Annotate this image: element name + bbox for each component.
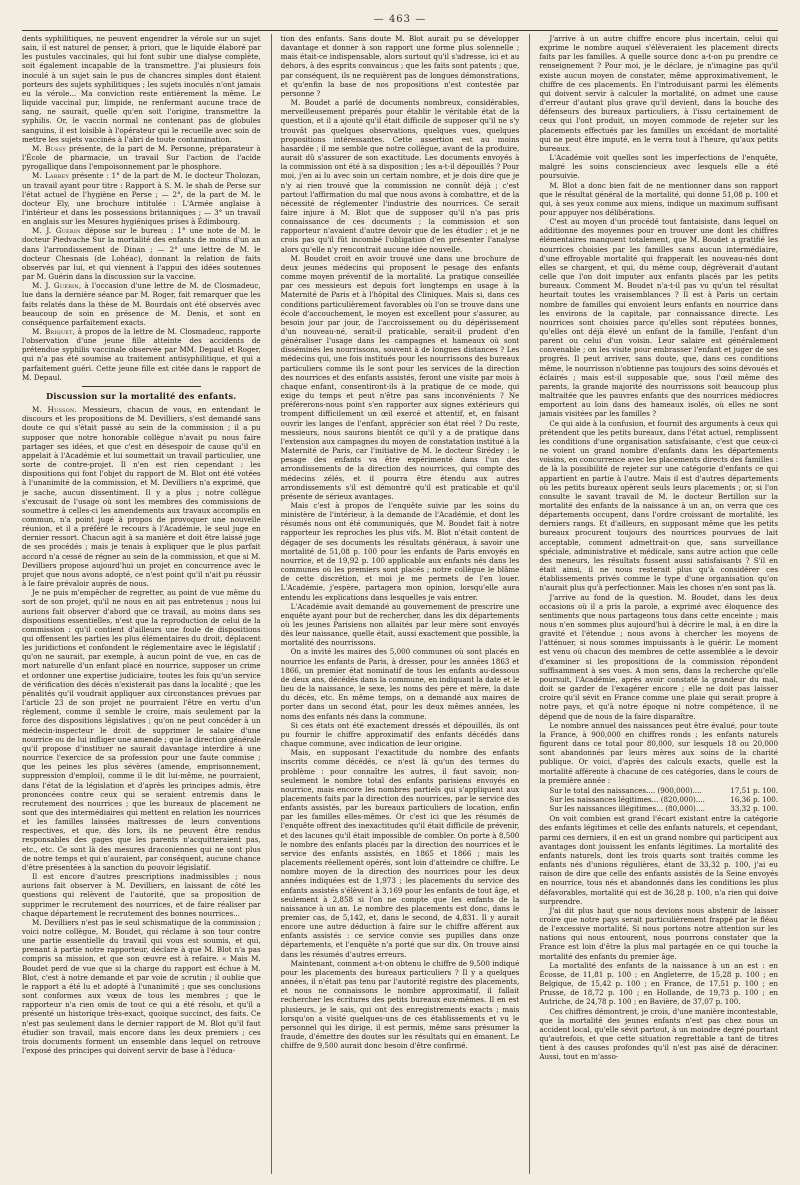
paragraph [22,144,261,171]
paragraph: Maintenant, comment a-t-on obtenu le chiffre de 9,500 indiqué pour les placements des bureaux particuliers ? Il y a quelques années, il n'était pas tenu par l'autorité registre des placements, et nous ne connaissons le nombre approximatif, il fallait rechercher les écritures des petits bureaux eux-mêmes. Il en est plusieurs, je le sais, qui ont des enregistrements exacts ; mais lorsqu'on a visité quelques-uns de ces établissements et vu le personnel qui les dirige, il est permis, même sans présumer la fraude, d'émettre des doutes sur les résultats qui en émanent. Le chiffre de 9,500 aurait donc besoin d'être confirmé. [280,958,520,1051]
paragraph: M. J. Guérin, à l'occasion d'une lettre de M. de Closmadeuc, lue dans la dernière séance par M. Roger, fait remarquer que les faits relatés dans la thèse de M. Bourdais ont été observés avec beaucoup de soin en présence de M. Denis, et sont en conséquence parfaitement exacts. [22,281,261,327]
article-columns [22,34,778,1174]
paragraph: J'arrive au fond de la question. M. Boudet, dans les deux occasions où il a pris la parole, a exprimé avec éloquence des sentiments que nous partageons tous dans cette enceinte ; mais nous n'en sommes plus aujourd'hui à décrire le mal, à en dire la gravité et l'étendue ; nous avons à chercher les moyens de l'atténuer, si nous sommes impuissants à le guérir. Le moment est venu où chacun des membres de cette assemblée a le devoir d'examiner si les propositions de la commission répondent suffisamment à ses vues. A mon sens, dans la recherche qu'elle poursuit, l'Académie, après avoir constaté la grandeur du mal, doit se garder de l'exagérer encore ; elle ne doit pas laisser croire qu'il sévit en France comme une plaie qui serait propre à notre pays, et qu'à notre époque ni notre compétence, il ne dépend que de nous de la faire disparaître. [539,592,778,721]
paragraph: Mais c'est à propos de l'enquête suivie par les soins du ministère de l'intérieur, à la demande de l'Académie, et dont les résumés nous ont été communiqués, que M. Boudet fait à notre rapporteur les reproches les plus vifs. M. Blot n'était content de dégager de ses documents les résultats généraux, à savoir une mortalité de 51,08 p. 100 pour les enfants de Paris envoyés en nourrice, et de 19,92 p. 100 applicable aux enfants nés dans les communes où les premiers sont placés ; notre collègue le blâme de cette discrétion, et moi je me permets de l'en louer. L'Académie, j'espère, partagera mon opinion, lorsqu'elle aura entendu les explications dans lesquelles je vais entrer. [280,500,520,602]
paragraph: M. Boudet a parlé de documents nombreux, considérables, merveilleusement préparés pour établir le véritable état de la question, et il a ajouté qu'il était difficile de supposer qu'il ne s'y trouvât pas quelques observations, quelques vues, quelques propositions intéressantes. Cette assertion est au moins hasardée ; il me semble que notre collègue, avant de la produire, aurait dû s'assurer de son exactitude. Les documents envoyés à la commission ont été à sa disposition ; les a-t-il dépouillés ? Pour moi, j'en ai lu avec soin un certain nombre, et je dois dire que je n'y ai rien trouvé que la commission ne connût déjà ; c'est partout l'affirmation du mal que nous avons à combattre, et de la nécessité de réglementer l'industrie des nourrices. Ce serait faire injure à M. Blot que de supposer qu'il n'a pas pris connaissance de ces documents ; la commission et son rapporteur n'avaient d'autre devoir que de les étudier ; et je ne crois pas qu'il fût incombé l'obligation d'en présenter l'analyse alors qu'elle n'y rencontrait aucune idée nouvelle. [280,98,520,254]
speaker-name: M. Bussy [32,143,66,153]
paragraph: M. Briquet, à propos de la lettre de M. Closmadeuc, rapporte l'observation d'une jeune fille atteinte des accidents de prétendue syphilis vaccinale observée par MM. Depaul et Roger, qui n'a pas été soumise au traitement antisyphilitique, et qui a parfaitement guéri. Cette jeune fille est citée dans le rapport de M. Depaul. [22,327,261,382]
paragraph: Je ne puis m'empêcher de regretter, au point de vue même du sort de son projet, qu'il ne nous en ait pas entretenus ; nous lui aurions fait observer d'abord que ce travail, au moins dans ses dispositions essentielles, n'est que la reproduction de celui de la commission : qu'il contient d'ailleurs une foule de dispositions qui offensent les parties les plus élémentaires du droit, déplacent les juridictions et confondent le réglementaire avec le législatif ; qu'on ne saurait, par exemple, à aucun point de vue, en cas de mort naturelle d'un enfant placé en nourrice, supposer un crime et ordonner une expertise judiciaire, toutes les fois qu'un service de vérification des décès n'existerait pas dans la localité ; que les pénalités qu'il voudrait appliquer aux circonstances prévues par l'article 23 de son projet ne pourraient l'être en vertu d'un règlement, comme il semble le croire, mais seulement par la force des dispositions législatives ; qu'on ne peut concéder à un médecin-inspecteur le droit de supprimer le salaire d'une nourrice ou de lui infliger une amende ; que la direction générale qu'il propose d'instituer ne saurait davantage interdire à une nourrice l'exercice de sa profession pour une faute commise ; que les peines les plus sévères (amende, emprisonnement, suppression d'emploi), comme il le dit lui-même, ne pourraient, dans l'état de la législation et d'après les principes admis, être prononcées contre ceux qui se seraient entremis dans le recrutement des nourrices ; que les bureaux de placement ne sont que des intermédiaires qui mettent en relation les nourrices et les familles laissées maîtresses de leurs conventions respectives, et que, dès lors, ils ne peuvent être rendus responsables des gages que les parents n'acquitteraient pas, etc., etc. Ce sont là des mesures draconiennes qui ne sont plus de notre temps et qui n'auraient, par conséquent, aucune chance d'être présentées à la sanction du pouvoir législatif. [22,588,261,872]
paragraph: dents syphilitiques, ne peuvent engendrer la vérole sur un sujet sain, il est naturel de penser, à priori, que le liquide élaboré par les pustules vaccinales, qui lui font subir une dialyse complète, soit également incapable de la transmettre. J'ai plusieurs fois inoculé à un sujet sain le pus de chancres simples dont étaient porteurs des sujets syphilitiques ; les sujets inoculés n'ont jamais eu la vérole... Ma conviction reste entièrement la même. Le liquide vaccinal pur, limpide, ne renfermant aucune trace de sang, ne saurait, quelle qu'en soit l'origine, transmettre la syphilis. Or, le vaccin normal ne contenant pas de globules sanguins, il est loisible à l'opérateur qui le recueille avec soin de mettre les sujets vaccinés à l'abri de toute contamination. [22,34,261,144]
paragraph: La mortalité des enfants de la naissance à un an est : en Écosse, de 11,81 p. 100 ; en Angleterre, de 15,28 p. 100 ; en Belgique, de 15,42 p. 100 ; en France, de 17,51 p. 100 ; en Prusse, de 18,72 p. 100 ; en Hollande, de 19,73 p. 100 ; en Autriche, de 24,78 p. 100 ; en Bavière, de 37,07 p. 100. [539,960,778,1007]
paragraph: L'Académie voit quelles sont les imperfections de l'enquête, malgré les soins consciencieux avec lesquels elle a été poursuivie. [539,153,778,181]
ledger-row [539,786,778,795]
page-number: — 463 — [373,14,427,25]
paragraph-text: présente, de la part de M. Personne, préparateur à l'École de pharmacie, un travail Sur l'action de l'acide pyrogallique dans l'empoisonnement par le phosphore. [22,143,261,172]
paragraph-text: Messieurs, chacun de vous, en entendant le discours et les propositions de M. Devilliers, s'est demandé sans doute ce qui s'était passé au sein de la commission ; il a pu supposer que notre honorable collègue n'avait pu nous faire partager ses idées, et que c'est en désespoir de cause qu'il en appelait à l'Académie et lui soumettait un travail particulier, une sorte de contre-projet. Il n'en est rien cependant : les dispositions qui font l'objet du rapport de M. Blot ont été votées à l'unanimité de la commission, et M. Devilliers n'a exprimé, que je sache, aucun dissentiment. Il y a plus ; notre collègue s'excusait de l'usage où sont les membres des commissions de soumettre à celles-ci les amendements aux travaux accomplis en commun, n'a point jugé à propos de provoquer une nouvelle réunion, et il a préféré le recours à l'Académie, le seul juge en dernier ressort. Chacun agit à sa manière et doit être laissé juge de ses procédés ; mais je tenais à expliquer que le plus parfait accord n'a cessé de régner au sein de la commission, et que si M. Devilliers propose aujourd'hui un projet en concurrence avec le projet que nous avons adopté, ce n'est point qu'il n'ait pu réussir à le faire prévaloir auprès de nous. [22,405,261,589]
speaker-name: M. Larrey [32,171,70,181]
ledger-label: Sur le total des naissances.... (900,000).... [549,785,702,795]
paragraph-text: à l'occasion d'une lettre de M. de Closmadeuc, lue dans la dernière séance par M. Roger, fait remarquer que les faits relatés dans la thèse de M. Bourdais ont été observés avec beaucoup de soin en présence de M. Denis, et sont en conséquence parfaitement exacts. [22,281,261,327]
paragraph: On voit combien est grand l'écart existant entre la catégorie des enfants légitimes et celle des enfants naturels, et cependant, parmi ces derniers, il en est un grand nombre qui participent aux avantages dont jouissent les enfants légitimes. La mortalité des enfants naturels, dont les trois quarts sont traités comme les enfants nés d'unions régulières, étant de 33,32 p. 100, j'ai eu raison de dire que celle des enfants assistés de la Seine envoyés en nourrice, tous nés et abandonnés dans les conditions les plus défavorables, mortalité qui est de 36,28 p. 100, n'a rien qui doive surprendre. [539,814,778,906]
speaker-name: M. Briquet [32,327,73,336]
speaker-name: M. J. Guérin [32,226,81,236]
column-3 [529,34,778,1174]
ledger-value: 33,32 p. 100. [730,804,778,814]
paragraph: L'Académie avait demandé au gouvernement de prescrire une enquête ayant pour but de rechercher, dans les dix départements où les jeunes Parisiens non allaités par leur mère sont envoyés dès leur naissance, quelle était, aussi exactement que possible, la mortalité des nourrissons. [280,601,520,648]
paragraph: Si ces états ont été exactement dressés et dépouillés, ils ont pu fournir le chiffre approximatif des enfants décédés dans chaque commune, avec indication de leur origine. [280,720,520,749]
column-1 [22,34,261,1174]
section-rule [82,386,201,387]
ledger-label: Sur les naissances illégitimes... (80,000).... [549,804,705,814]
paragraph-text: à propos de la lettre de M. Closmadeuc, rapporte l'observation d'une jeune fille atteinte des accidents de prétendue syphilis vaccinale observée par MM. Depaul et Roger, qui n'a pas été soumise au traitement antisyphilitique, et qui a parfaitement guéri. Cette jeune fille est citée dans le rapport de M. Depaul. [22,327,261,382]
paragraph: M. Boudet croit en avoir trouvé une dans une brochure de deux jeunes médecins qui proposent le pesage des enfants comme moyen préventif de la mortalité. La pratique conseillée par ces messieurs est depuis fort longtemps en usage à la Maternité de Paris et à l'hôpital des Cliniques. Mais si, dans ces conditions particulièrement favorables où l'on se trouve dans une école d'accouchement, le moyen est excellent pour s'assurer, au besoin jour par jour, de l'accroissement ou du dépérissement d'un nouveau-né, serait-il praticable, serait-il prudent d'en généraliser l'usage dans les campagnes et hameaux où sont disséminés les nourrissons, souvent à de longues distances ? Les médecins qui, une fois institués pour les nourrissons des bureaux particuliers comme ils le sont pour les services de la direction des nourrices et des enfants assistés, feront une visite par mois à chaque enfant, consentiront-ils à la pratique de ce mode, qui exige du temps et peut n'être pas sans inconvénients ? Ne préférerons-nous point s'en rapporter aux signes extérieurs qui trompent difficilement un œil exercé et attentif, et, en faisant ouvrir les langes de l'enfant, apprécier son état réel ? Du reste, messieurs, nous saurons bientôt ce qu'il y a de pratique dans l'extension aux campagnes du moyen de constatation institué à la Maternité de Paris, car l'initiative de M. le docteur Sirédey : le pesage des enfants va être expérimenté dans l'un des arrondissements de la direction des nourrices, qui compte des médecins zélés, et il pourra être étendu aux autres arrondissements s'il est démontré qu'il est praticable et qu'il présente de sérieux avantages. [280,253,520,501]
ledger-value: 16,36 p. 100. [730,794,778,804]
ledger-row [539,795,778,804]
paragraph: On a invité les maires des 5,000 communes où sont placés en nourrice les enfants de Paris, à dresser, pour les années 1863 et 1866, un premier état nominatif de tous les enfants au-dessous de deux ans, décédés dans la commune, en indiquant la date et le lieu de la naissance, le sexe, les noms des père et mère, la date du décès, etc. En même temps, on a demandé aux maires de porter dans un second état, pour les deux mêmes années, les noms des enfants nés dans la commune. [280,647,520,721]
speaker-name: M. Husson. [32,405,78,415]
paragraph-text: présente : 1° de la part de M. le docteur Tholozan, un travail ayant pour titre : Rapport à S. M. le shah de Perse sur l'état actuel de l'hygiène en Perse ; — 2°, de la part de M. le docteur Ely, une brochure intitulée : L'Armée anglaise à l'intérieur et dans les possessions britanniques ; — 3° un travail en anglais sur les Mesures hygiéniques prises à Édimbourg. [22,171,261,227]
paragraph [22,171,261,226]
speaker-name: M. J. Guérin [32,281,79,291]
ledger-row [539,804,778,813]
header-rule [22,30,778,31]
ledger-value: 17,51 p. 100. [730,785,778,795]
section-title: Discussion sur la mortalité des enfants. [46,390,237,401]
paragraph: C'est au moyen d'un procédé tout fantaisiste, dans lequel on additionne des moyennes pour en trouver une dont les chiffres élémentaires manquent totalement, que M. Boudet a gratifié les nourrices choisies par les familles sans aucun intermédiaire, d'une effroyable mortalité qui frapperait les nouveau-nés dont elles se chargent, et qui, du même coup, dégrèverait d'autant celle que l'on doit imputer aux enfants placés par les petits bureaux. Comment M. Boudet n'a-t-il pas vu qu'un tel résultat heurtait toutes les vraisemblances ? Il est à Paris un certain nombre de familles qui envoient leurs enfants en nourrice dans les environs de la capitale, par connaissance directe. Les nourrices sont choisies parce qu'elles sont réputées bonnes, qu'elles ont déjà élevé un enfant de la famille, l'enfant d'un parent ou celui d'un voisin. Leur salaire est généralement convenable ; on les visite pour embrasser l'enfant et juger de ses progrès. Il peut arriver, sans doute, que, dans ces conditions même, le nourrisson n'obtienne pas toujours des soins dévoués et éclairés ; mais est-il supposable que, sous l'œil même des parents, la grande majorité des nourrissons soit beaucoup plus maltraitée que les pauvres enfants que des nourrices médiocres emportent au loin dans des hameaux isolés, où elles ne sont jamais visitées par les familles ? [539,217,778,419]
paragraph: M. Blot a donc bien fait de ne mentionner dans son rapport que le résultat général de la mortalité, qui donne 51,08 p. 100 et qui, à ses yeux comme aux miens, indique un maximum suffisant pour appuyer nos délibérations. [539,180,778,217]
paragraph: M. Devilliers n'est pas le seul schismatique de la commission ; voici notre collègue, M. Boudet, qui réclame à son tour contre une partie essentielle du travail qui vous est soumis, et qui, prenant à partie notre rapporteur, déclare à que M. Blot n'a pas compris sa mission, et que son œuvre est à refaire. « Mais M. Boudet perd de vue que si la charge du rapport est échue à M. Blot, c'est à notre demande et par voie de scrutin ; il oublie que le rapport a été lu et adopté à l'unanimité ; que ses conclusions sont conformes aux vœux de tous les membres ; que le rapporteur n'a rien omis de tout ce qui a été résolu, et qu'il a présenté un historique très-exact, quoique succinct, des faits. Ce n'est pas seulement dans le dernier rapport de M. Blot qu'il faut étudier son travail, mais encore dans les deux premiers ; ces trois documents forment un ensemble dans lequel on retrouve l'exposé des principes qui doivent servir de base à l'éduca- [22,917,261,1056]
paragraph: Ces chiffres démontrent, je crois, d'une manière incontestable, que la mortalité des jeunes enfants n'est pas chez nous un accident local, qu'elle sévit partout, à un moindre degré pourtant qu'autrefois, et que cette situation regrettable a tant de titres tient à des causes profondes qu'il n'est pas aisé de déraciner. Aussi, tout en m'asso- [539,1006,778,1062]
paragraph: Ce qui aide à la confusion, et fournit des arguments à ceux qui prétendent que les petits bureaux, dans l'état actuel, remplissent les conditions d'une organisation satisfaisante, c'est que ceux-ci ne voient un grand nombre d'enfants dans les départements voisins, en concurrence avec les placements directs des familles : de là la possibilité de rejeter sur une catégorie d'enfants ce qui appartient en partie à l'autre. Mais il est d'autres départements où les petits bureaux opèrent seuls leurs placements ; or, si l'on consulte le savant travail de M. le docteur Bertillon sur la mortalité des enfants de la naissance à un an, on verra que ces départements occupent, dans l'ordre croissant de mortalité, les derniers rangs. Et d'ailleurs, en supposant même que les petits bureaux procurent toujours des nourrices pourvues de lait acceptable, comment admettrait-on que, sans surveillance spéciale, administrative et médicale, sans autre action que celle des meneurs, les résultats fussent aussi satisfaisants ? S'il en était ainsi, il ne nous resterait plus qu'à considérer ces établissements privés comme le type d'une organisation qu'on n'aurait plus qu'à perfectionner. Mais les choses n'en sont pas là. [539,418,778,593]
paragraph: J'arrive à un autre chiffre encore plus incertain, celui qui exprime le nombre auquel s'élèveraient les placement directs faits par les familles. A quelle source donc a-t-on pu prendre ce renseignement ? Pour moi, je le déclare, je n'imagine pas qu'il existe aucun moyen de constater, même approximativement, le chiffre de ces placements. En l'introduisant parmi les éléments qui doivent servir à calculer la mortalité, on admet une cause d'erreur d'autant plus grave qu'il devient, dans la bouche des défenseurs des bureaux particuliers, à l'issu certainement de ceux qui l'ont produit, un moyen commode de rejeter sur les placements effectués par les familles un excédant de mortalité qui ne peut être imputé, en le verra tout à l'heure, qu'aux petits bureaux. [539,34,778,153]
ledger-label: Sur les naissances légitimes... (820,000).... [549,794,705,804]
mortality-ledger [539,786,778,813]
paragraph [22,405,261,588]
paragraph [22,226,261,281]
paragraph: Le nombre annuel des naissances peut être évalué, pour toute la France, à 900,000 en chiffres ronds ; les enfants naturels figurent dans ce total pour 80,000, sur lesquels 18 ou 20,000 sont abandonnés par leurs mères aux soins de la charité publique. Or voici, d'après des calculs exacts, quelle est la mortalité afférente à chacune de ces catégories, dans le cours de la première année : [539,720,778,785]
paragraph-text: dépose sur le bureau : 1° une note de M. le docteur Piedvache Sur la mortalité des enfants de moins d'un an dans l'arrondissement de Dinan ; — 2° une lettre de M. le docteur Chesnais (de Lohéac), donnant la relation de faits observés par lui, et qui viennent à l'appui des idées soutenues par M. Guérin dans la discussion sur la vaccine. [22,226,261,282]
paragraph: tion des enfants. Sans doute M. Blot aurait pu se développer davantage et donner à son rapport une forme plus solennelle ; mais était-ce indispensable, alors surtout qu'il s'adresse, ici et au dehors, à des esprits convaincus ; que les faits sont patents ; que, par conséquent, ils ne requièrent pas de longues démonstrations, et qu'enfin la base de nos propositions n'est contestée par personne ? [280,34,520,98]
paragraph: J'ai dit plus haut que nous devions nous abstenir de laisser croire que notre pays serait particulièrement frappé par le fléau de l'excessive mortalité. Si nous portons notre attention sur les nations qui nous entourent, nous pourrons constater que la France est loin d'être la plus mal partagée en ce qui touche la mortalité des enfants du premier âge. [539,905,778,961]
column-2 [271,34,520,1174]
paragraph: Il est encore d'autres prescriptions inadmissibles ; nous aurions fait observer à M. Devilliers, en laissant de côté les questions qui relèvent de l'autorité, que sa proposition de supprimer le recrutement des nourrices, et de faire réaliser par chaque département le recrutement des bonnes nourrices... [22,872,261,918]
paragraph: Mais, en supposant l'exactitude du nombre des enfants inscrits comme décédés, ce n'est là qu'un des termes du problème : pour connaître les autres, il faut savoir, non-seulement le nombre total des enfants parisiens envoyés en nourrice, mais encore les nombres partiels qui s'appliquent aux placements faits par la direction des nourrices, par le service des enfants assistés, par les bureaux particuliers de location, enfin par les familles elles-mêmes. Or c'est ici que les résumés de l'enquête offrent des inexactitudes qu'il était difficile de prévenir, et des lacunes qu'il était impossible de combler. On porte à 8,500 le nombre des enfants placés par la direction des nourrices et le service des enfants assistés, en 1865 et 1866 ; mais les placements réellement opérés, sont loin d'atteindre ce chiffre. Le nombre moyen de la direction des nourrices pour les deux années indiquées est de 1,973 ; les placements du service des enfants assistés s'élèvent à 3,169 pour les enfants de tout âge, et seulement à 2,858 si l'on ne compte que les enfants de la naissance à un an. Le nombre des placements est donc, dans le premier cas, de 5,142, et, dans le second, de 4,831. Il y aurait encore une autre déduction à faire sur le chiffre afférent aux enfants assistés : ce service convie ses pupilles dans onze départements, et l'enquête n'a porté que sur dix. On trouve ainsi dans les résumés d'autres erreurs. [280,748,520,959]
